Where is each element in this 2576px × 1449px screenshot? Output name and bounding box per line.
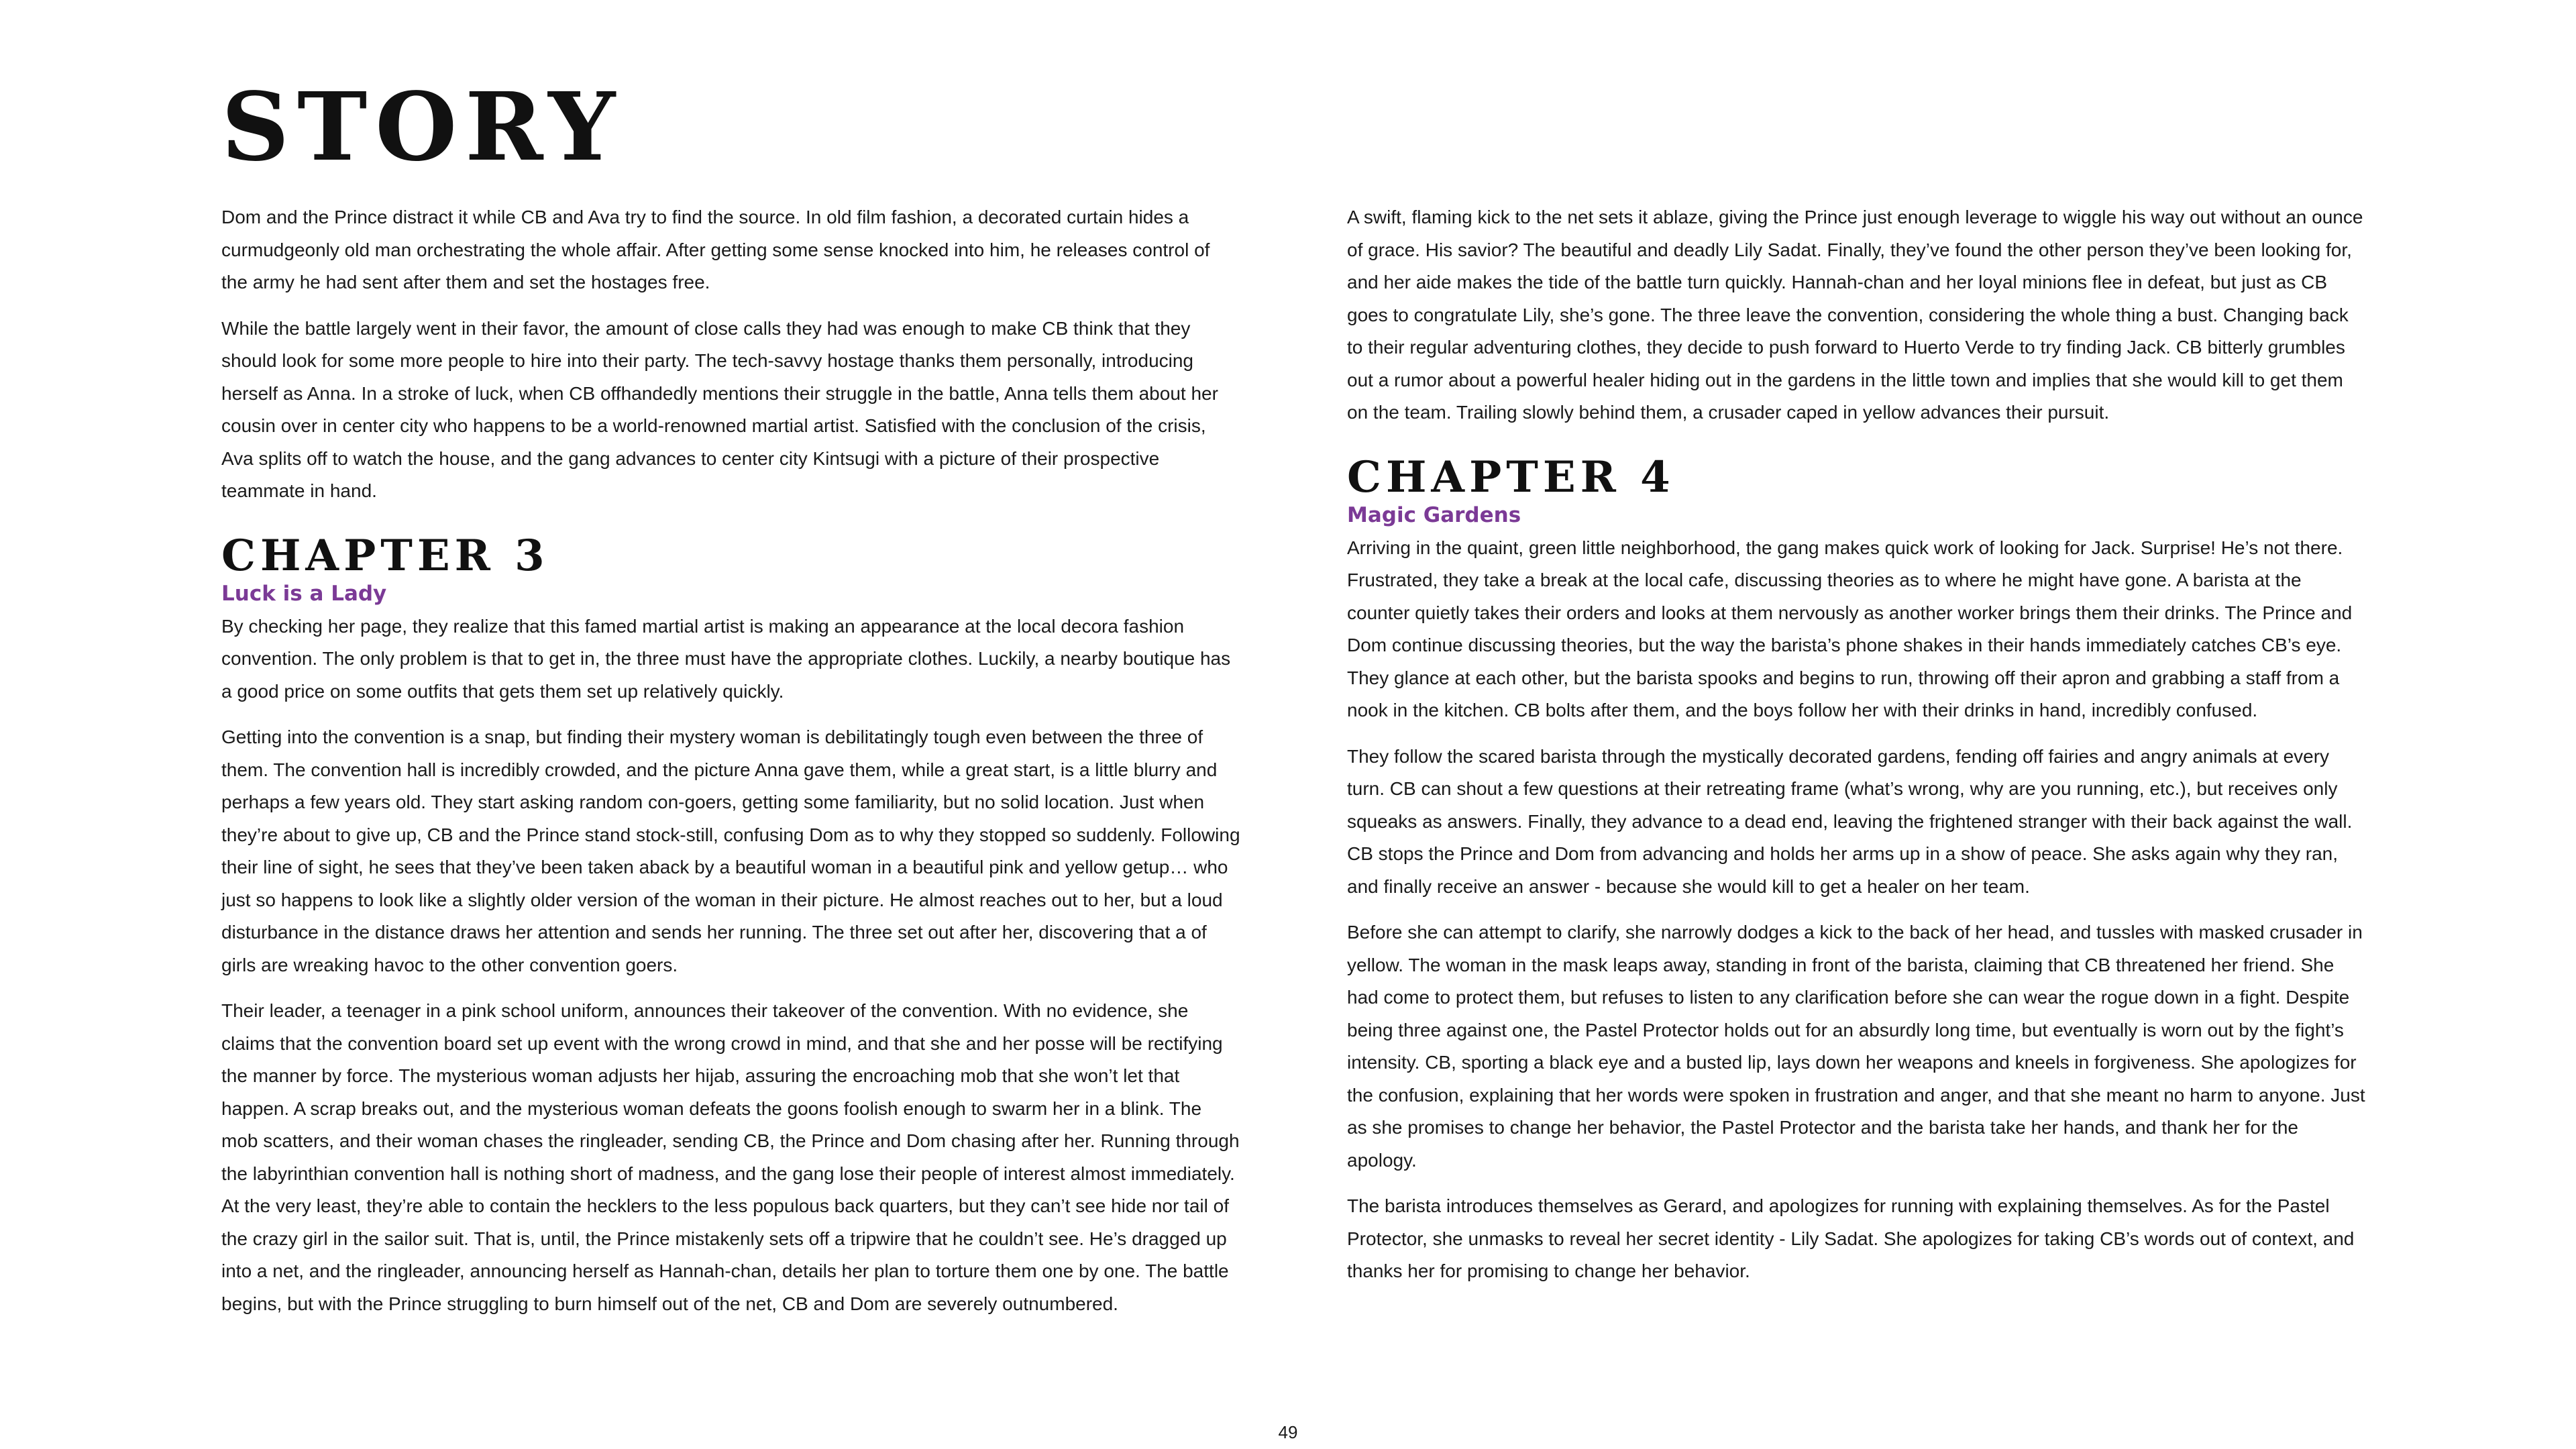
paragraph: The barista introduces themselves as Gerard, and apologizes for running with explaining themselves. As for the Pastel Protector, she unmasks to reveal her secret identity - Lily Sadat. She apologizes for taking CB’s words out of context, and thanks her for promising to change her behavior. xyxy=(1347,1195,2355,1282)
chapter-3-heading: CHAPTER 3 xyxy=(221,530,549,581)
paragraph: Getting into the convention is a snap, but finding their mystery woman is debilitatingly tough even between the three of them. The convention hall is incredibly crowded, and the picture Anna gave them, while a great start, is a little blurry and perhaps a few years old. They start asking random con-goers, getting some familiarity, but no solid location. Just when they’re about to give up, CB and the Prince stand stock-still, confusing Dom as to why they stopped so suddenly. Following their line of sight, he sees that they’ve been taken aback by a beautiful woman in a beautiful pink and yellow getup… who just so happens to look like a slightly older version of the woman in their picture. He almost reaches out to her, but a loud disturbance in the distance draws her attention and sends her running. The three set out after her, discovering that a of girls are wreaking havoc to the other convention goers. xyxy=(221,727,1240,975)
right-column xyxy=(1347,201,2367,1301)
paragraph: Dom and the Prince distract it while CB and Ava try to find the source. In old film fashion, a decorated curtain hides a curmudgeonly old man orchestrating the whole affair. After getting some sense knocked into him, he releases control of the army he had sent after them and set the hostages free. xyxy=(221,207,1210,292)
paragraph: Before she can attempt to clarify, she narrowly dodges a kick to the back of her head, and tussles with masked crusader in yellow. The woman in the mask leaps away, standing in front of the barista, claiming that CB threatened her friend. She had come to protect them, but refuses to listen to any clarification before she can wear the rogue down in a fight. Despite being three against one, the Pastel Protector holds out for an absurdly long time, but eventually is worn out by the fight’s intensity. CB, sporting a black eye and a busted lip, lays down her weapons and kneels in forgiveness. She apologizes for the confusion, explaining that her words were spoken in frustration and anger, and that she meant no harm to anyone. Just as she promises to change her behavior, the Pastel Protector and the barista take her hands, and thank her for the apology. xyxy=(1347,922,2365,1171)
chapter-3-subtitle: Luck is a Lady xyxy=(221,581,387,606)
paragraph: A swift, flaming kick to the net sets it ablaze, giving the Prince just enough leverage to wiggle his way out without an ounce of grace. His savior? The beautiful and deadly Lily Sadat. Finally, they’ve found the other person they’ve been looking for, and her aide makes the tide of the battle turn quickly. Hannah-chan and her loyal minions flee in defeat, but just as CB goes to congratulate Lily, she’s gone. The three leave the convention, considering the whole thing a bust. Changing back to their regular adventuring clothes, they decide to push forward to Huerto Verde to try finding Jack. CB bitterly grumbles out a rumor about a powerful healer hiding out in the gardens in the little town and implies that she would kill to get them on the team. Trailing slowly behind them, a crusader caped in yellow advances their pursuit. xyxy=(1347,207,2363,423)
paragraph: They follow the scared barista through the mystically decorated gardens, fending off fairies and angry animals at every turn. CB can shout a few questions at their retreating frame (what’s wrong, why are you running, etc.), but receives only squeaks as answers. Finally, they advance to a dead end, leaving the frightened stranger with their back against the wall. CB stops the Prince and Dom from advancing and holds her arms up in a show of peace. She asks again why they ran, and finally receive an answer - because she would kill to get a healer on her team. xyxy=(1347,745,2353,897)
page-title: STORY xyxy=(221,72,624,182)
left-column xyxy=(221,201,1241,1334)
paragraph: While the battle largely went in their favor, the amount of close calls they had was enough to make CB think that they should look for some more people to hire into their party. The tech-savvy hostage thanks them personally, introducing herself as Anna. In a stroke of luck, when CB offhandedly mentions their struggle in the battle, Anna tells them about her cousin over in center city who happens to be a world-renowned martial artist. Satisfied with the conclusion of the crisis, Ava splits off to watch the house, and the gang advances to center city Kintsugi with a picture of their prospective teammate in hand. xyxy=(221,317,1218,501)
paragraph: Arriving in the quaint, green little neighborhood, the gang makes quick work of looking for Jack. Surprise! He’s not there. Frustrated, they take a break at the local cafe, discussing theories as to where he might have gone. A barista at the counter quietly takes their orders and looks at them nervously as another worker brings them their drinks. The Prince and Dom continue discussing theories, but the way the barista’s phone shakes in their hands immediately catches CB’s eye. They glance at each other, but the barista spooks and begins to run, throwing off their apron and grabbing a staff from a nook in the kitchen. CB bolts after them, and the boys follow her with their drinks in hand, incredibly confused. xyxy=(1347,537,2353,721)
paragraph: By checking her page, they realize that this famed martial artist is making an appearance at the local decora fashion convention. The only problem is that to get in, the three must have the appropriate clothes. Luckily, a nearby boutique has a good price on some outfits that gets them set up relatively quickly. xyxy=(221,615,1231,702)
chapter-4-heading: CHAPTER 4 xyxy=(1347,451,1675,502)
page-number: 49 xyxy=(1278,1422,1298,1442)
chapter-4-subtitle: Magic Gardens xyxy=(1347,502,1521,527)
paragraph: Their leader, a teenager in a pink school uniform, announces their takeover of the convention. With no evidence, she claims that the convention board set up event with the wrong crowd in mind, and that she and her posse will be rectifying the manner by force. The mysterious woman adjusts her hijab, assuring the encroaching mob that she won’t let that happen. A scrap breaks out, and the mysterious woman defeats the goons foolish enough to swarm her in a blink. The mob scatters, and their woman chases the ringleader, sending CB, the Prince and Dom chasing after her. Running through the labyrinthian convention hall is nothing short of madness, and the gang lose their people of interest almost immediately. At the very least, they’re able to contain the hecklers to the less populous back quarters, but they can’t see hide nor tail of the crazy girl in the sailor suit. That is, until, the Prince mistakenly sets off a tripwire that he couldn’t see. He’s dragged up into a net, and the ringleader, announcing herself as Hannah-chan, details her plan to torture them one by one. The battle begins, but with the Prince struggling to burn himself out of the net, CB and Dom are severely outnumbered. xyxy=(221,1000,1240,1314)
